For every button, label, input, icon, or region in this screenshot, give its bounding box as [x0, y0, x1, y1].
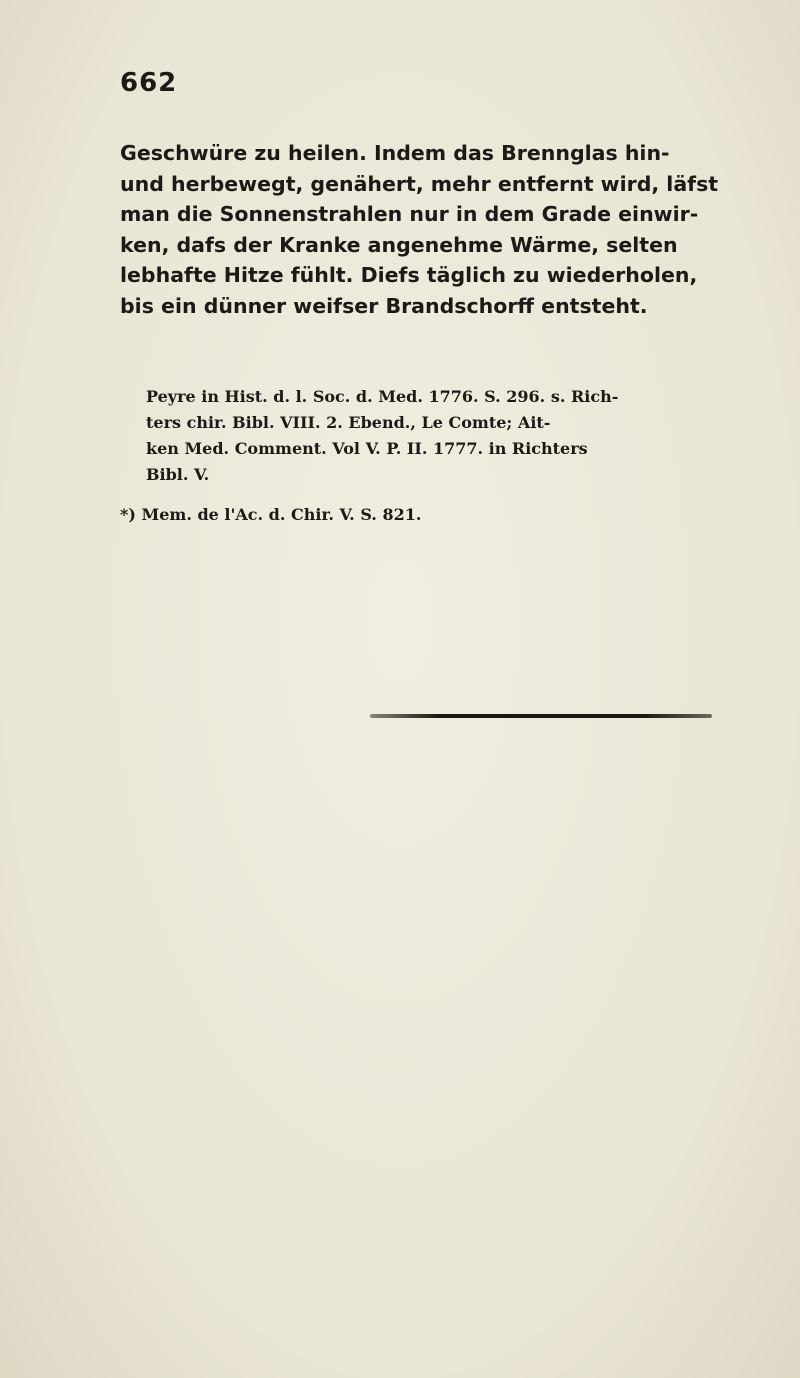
body-line: ken, dafs der Kranke angenehme Wärme, selten: [120, 232, 678, 257]
body-line: man die Sonnenstrahlen nur in dem Grade einwir-: [120, 202, 699, 226]
body-line: und herbewegt, genähert, mehr entfernt wird, läfst: [120, 171, 719, 196]
footnotes: [120, 384, 700, 528]
section-rule: [370, 714, 712, 718]
page-number: 662: [120, 68, 178, 98]
footnote-line: ters chir. Bibl. VIII. 2. Ebend., Le Comte; Ait-: [146, 413, 551, 432]
body-line: bis ein dünner weifser Brandschorff entsteht.: [120, 293, 648, 318]
body-line: Geschwüre zu heilen. Indem das Brennglas hin-: [120, 141, 670, 165]
footnote-line: ken Med. Comment. Vol V. P. II. 1777. in Richters: [146, 439, 588, 458]
footnote-mem: *) Mem. de l'Ac. d. Chir. V. S. 821.: [120, 505, 422, 524]
footnote-line: Peyre in Hist. d. l. Soc. d. Med. 1776. S. 296. s. Rich-: [146, 387, 619, 406]
body-line: lebhafte Hitze fühlt. Diefs täglich zu wiederholen,: [120, 263, 698, 287]
footnote-line: Bibl. V.: [146, 465, 210, 484]
body-paragraph: [120, 138, 719, 321]
